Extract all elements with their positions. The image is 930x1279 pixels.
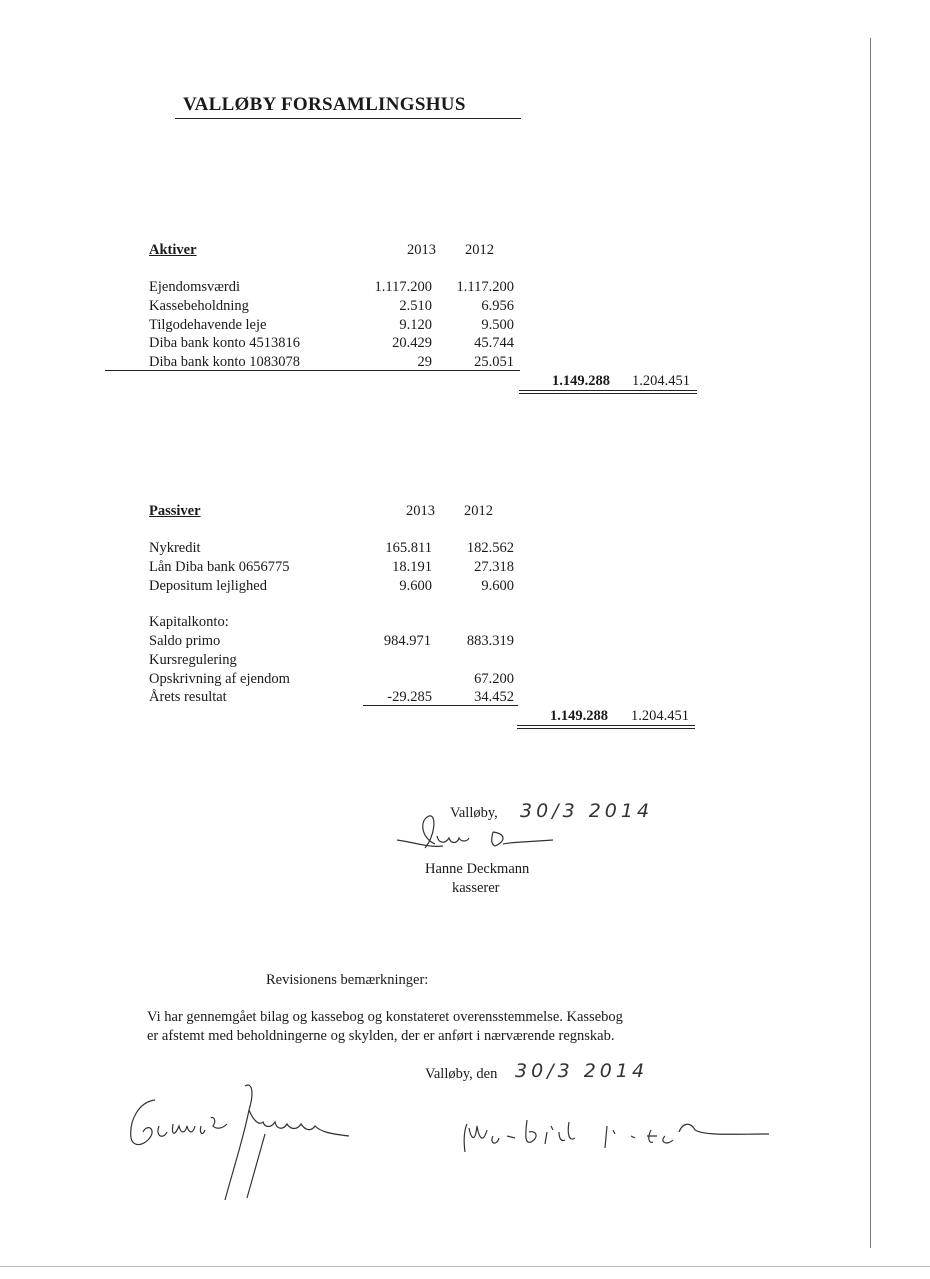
value-2013: 9.600 <box>399 578 432 594</box>
total-2013: 1.149.288 <box>552 373 610 389</box>
handwritten-date: 30/3 2014 <box>520 800 654 822</box>
row-label: Nykredit <box>149 540 201 556</box>
value-2012: 45.744 <box>474 335 514 351</box>
passiver-total-rule-1 <box>517 725 695 726</box>
passiver-totals <box>0 707 930 726</box>
passiver-sum-rule <box>363 705 518 706</box>
aktiver-year-2012: 2012 <box>465 242 494 258</box>
table-row <box>0 558 930 577</box>
aktiver-year-2013: 2013 <box>407 242 436 258</box>
aktiver-heading: Aktiver <box>149 242 197 258</box>
value-2012: 182.562 <box>466 540 514 556</box>
row-label: Kassebeholdning <box>149 298 249 314</box>
value-2012: 25.051 <box>474 354 514 370</box>
passiver-year-2012: 2012 <box>464 503 493 519</box>
aktiver-total-rule-2 <box>519 393 697 394</box>
page-title: VALLØBY FORSAMLINGSHUS <box>183 94 466 115</box>
signature-place: Valløby, <box>450 805 498 821</box>
value-2013: 984.971 <box>383 633 431 649</box>
table-row <box>0 539 930 558</box>
value-2012: 9.600 <box>481 578 514 594</box>
row-label: Ejendomsværdi <box>149 279 241 295</box>
scan-bottom-edge <box>0 1266 930 1267</box>
value-2013: 29 <box>417 354 432 370</box>
kapitalkonto-heading-row <box>0 613 930 632</box>
table-row <box>0 297 930 316</box>
value-2013: 9.120 <box>399 317 432 333</box>
row-label: Kursregulering <box>149 652 237 668</box>
value-2012: 6.956 <box>481 298 514 314</box>
row-label: Diba bank konto 4513816 <box>149 335 301 351</box>
row-label: Diba bank konto 1083078 <box>149 354 301 370</box>
total-2013: 1.149.288 <box>550 708 608 724</box>
row-label: Opskrivning af ejendom <box>149 671 290 687</box>
value-2013: 18.191 <box>392 559 432 575</box>
total-2012: 1.204.451 <box>632 373 690 389</box>
value-2012: 34.452 <box>474 689 514 705</box>
table-row <box>0 334 930 353</box>
kapitalkonto-label: Kapitalkonto: <box>149 614 229 630</box>
table-row <box>0 278 930 297</box>
revision-handwritten-date: 30/3 2014 <box>515 1060 649 1082</box>
treasurer-signature-icon <box>395 812 555 858</box>
row-label: Saldo primo <box>149 633 221 649</box>
aktiver-sum-rule <box>105 370 520 371</box>
value-2013: 165.811 <box>385 540 432 556</box>
value-2013: 2.510 <box>399 298 432 314</box>
value-2012: 9.500 <box>481 317 514 333</box>
row-label: Årets resultat <box>149 689 227 705</box>
row-label: Tilgodehavende leje <box>149 317 267 333</box>
table-row <box>0 670 930 689</box>
revision-heading: Revisionens bemærkninger: <box>266 972 429 988</box>
value-2012: 27.318 <box>474 559 514 575</box>
row-label: Depositum lejlighed <box>149 578 267 594</box>
table-row <box>0 316 930 335</box>
value-2013: -29.285 <box>387 689 432 705</box>
revision-place: Valløby, den <box>425 1066 498 1082</box>
value-2012: 883.319 <box>466 633 514 649</box>
revision-text-line-1: Vi har gennemgået bilag og kassebog og konstateret overensstemmelse. Kassebog <box>147 1009 623 1025</box>
table-row <box>0 577 930 596</box>
passiver-total-rule-2 <box>517 728 695 729</box>
value-2012: 67.200 <box>474 671 514 687</box>
aktiver-totals <box>0 372 930 391</box>
auditor-signature-1-icon <box>125 1080 355 1205</box>
revision-text-line-2: er afstemt med beholdningerne og skylden, der er anført i nærværende regnskab. <box>147 1028 615 1044</box>
passiver-heading: Passiver <box>149 503 201 519</box>
table-row <box>0 632 930 651</box>
value-2012: 1.117.200 <box>456 279 514 295</box>
aktiver-total-rule-1 <box>519 390 697 391</box>
table-row <box>0 651 930 670</box>
passiver-year-2013: 2013 <box>406 503 435 519</box>
total-2012: 1.204.451 <box>631 708 689 724</box>
title-underline <box>175 118 521 119</box>
value-2013: 20.429 <box>392 335 432 351</box>
treasurer-name: Hanne Deckmann <box>425 861 530 877</box>
value-2013: 1.117.200 <box>374 279 432 295</box>
row-label: Lån Diba bank 0656775 <box>149 559 290 575</box>
auditor-signature-2-icon <box>455 1108 775 1158</box>
treasurer-role: kasserer <box>452 880 500 896</box>
